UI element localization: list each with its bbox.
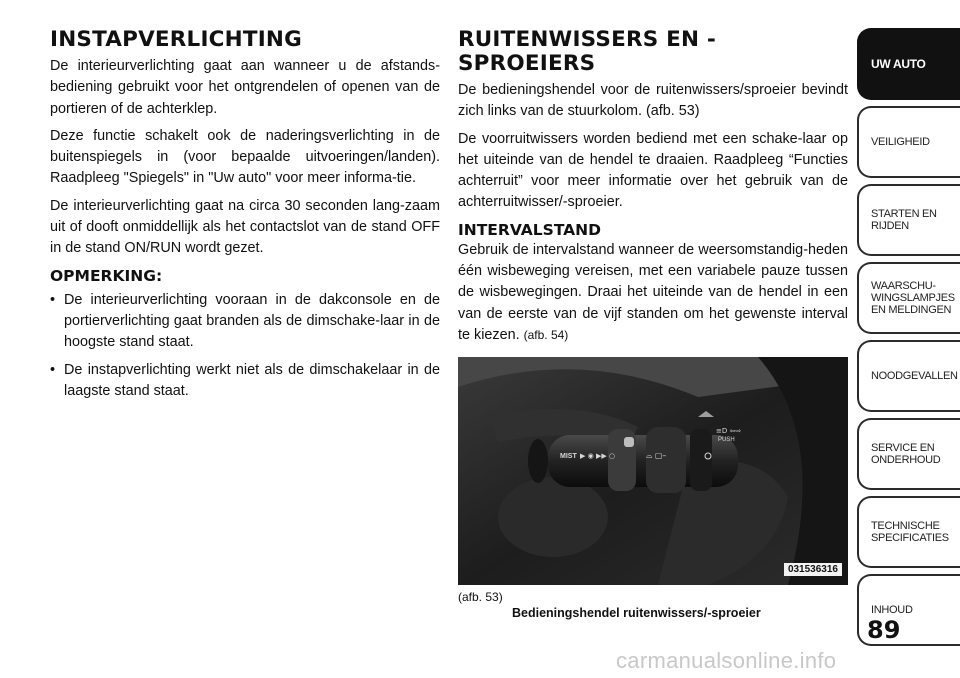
list-item: • De interieurverlichting vooraan in de dakconsole en de portierverlichting gaat branden als de dimschake-laar in de hoogste stand staat. xyxy=(50,291,440,351)
tab-starten-en-rijden[interactable] xyxy=(857,184,960,256)
figure-caption: Bedieningshendel ruitenwissers/-sproeier xyxy=(512,606,761,620)
left-column xyxy=(50,28,440,408)
figure-code: 031536316 xyxy=(784,563,842,576)
wiper-stalk-illustration xyxy=(458,357,848,585)
section-title-instapverlichting: INSTAPVERLICHTING xyxy=(50,27,302,52)
tab-label: VEILIGHEID xyxy=(871,136,930,148)
svg-text:▶ ◉ ▶▶ ○: ▶ ◉ ▶▶ ○ xyxy=(580,452,616,460)
tab-label: INHOUD xyxy=(871,604,913,616)
paragraph: De interieurverlichting gaat aan wanneer u de afstands-bediening gebruikt voor het ontgrendelen of openen van de portieren of de achterklep. xyxy=(50,58,440,117)
svg-text:⌓ ▢–: ⌓ ▢– xyxy=(646,451,667,460)
chapter-tabs xyxy=(857,28,960,652)
push-label: PUSH xyxy=(718,437,735,443)
tab-technische-specificaties[interactable] xyxy=(857,496,960,568)
note-title: OPMERKING: xyxy=(50,266,163,285)
figure-caption-number: (afb. 53) xyxy=(458,590,503,604)
paragraph xyxy=(458,240,848,346)
wiper-stalk-photo xyxy=(458,357,848,585)
tab-waarschuwingslampjes[interactable] xyxy=(857,262,960,334)
tab-uw-auto[interactable] xyxy=(857,28,960,100)
tab-veiligheid[interactable] xyxy=(857,106,960,178)
right-column xyxy=(458,28,848,352)
note-list xyxy=(50,290,440,402)
paragraph: De interieurverlichting gaat na circa 30 seconden lang-zaam uit of dooft onmiddellijk als het contactslot van de stand OFF in de stand ON/RUN wordt gezet. xyxy=(50,197,440,257)
tab-label: TECHNISCHE SPECIFICATIES xyxy=(871,520,949,544)
paragraph: De bedieningshendel voor de ruitenwissers/sproeier bevindt zich links van de stuurkolom. (afb. 53) xyxy=(458,82,848,120)
tab-service-en-onderhoud[interactable] xyxy=(857,418,960,490)
tab-label: WAARSCHU- WINGSLAMPJES EN MELDINGEN xyxy=(871,280,955,316)
mist-label: MIST xyxy=(560,453,577,460)
svg-text:≡D ⇦⇨: ≡D ⇦⇨ xyxy=(716,427,742,435)
list-item-text: De instapverlichting werkt niet als de dimschakelaar in de laagste stand staat. xyxy=(64,361,440,399)
page-number: 89 xyxy=(867,616,901,644)
tab-label: SERVICE EN ONDERHOUD xyxy=(871,442,941,466)
figure-reference: (afb. 54) xyxy=(523,327,569,342)
tab-label: UW AUTO xyxy=(871,57,926,71)
watermark: carmanualsonline.info xyxy=(616,648,837,673)
list-item-text: De interieurverlichting vooraan in de dakconsole en de portierverlichting gaat branden als de dimschake-laar in de hoogste stand staat. xyxy=(64,291,440,351)
paragraph: Deze functie schakelt ook de naderingsverlichting in de buitenspiegels in (voor bepaalde uitvoeringen/landen). Raadpleeg "Spiegels" in "Uw auto" voor meer informa-tie. xyxy=(50,127,440,187)
list-item: • De instapverlichting werkt niet als de dimschakelaar in de laagste stand staat. xyxy=(50,361,440,399)
section-title-ruitenwissers: RUITENWISSERS EN -SPROEIERS xyxy=(458,27,716,76)
tab-label: NOODGEVALLEN xyxy=(871,370,958,382)
paragraph: De voorruitwissers worden bediend met een schake-laar op het uiteinde van de hendel te draaien. Raadpleeg “Functies achterruit” voor meer informatie over het gebruik van de achterruitwisser/-sproeier. xyxy=(458,130,848,211)
tab-label: STARTEN EN RIJDEN xyxy=(871,208,937,232)
paragraph-text: Gebruik de intervalstand wanneer de weersomstandig-heden één wisbeweging vereisen, met een variabele pauze tussen de wisbewegingen. Draai het uiteinde van de hendel in een van de eerste van de vijf standen om het gewenste interval te kiezen. xyxy=(458,241,848,343)
subsection-title-intervalstand: INTERVALSTAND xyxy=(458,220,602,239)
tab-noodgevallen[interactable] xyxy=(857,340,960,412)
